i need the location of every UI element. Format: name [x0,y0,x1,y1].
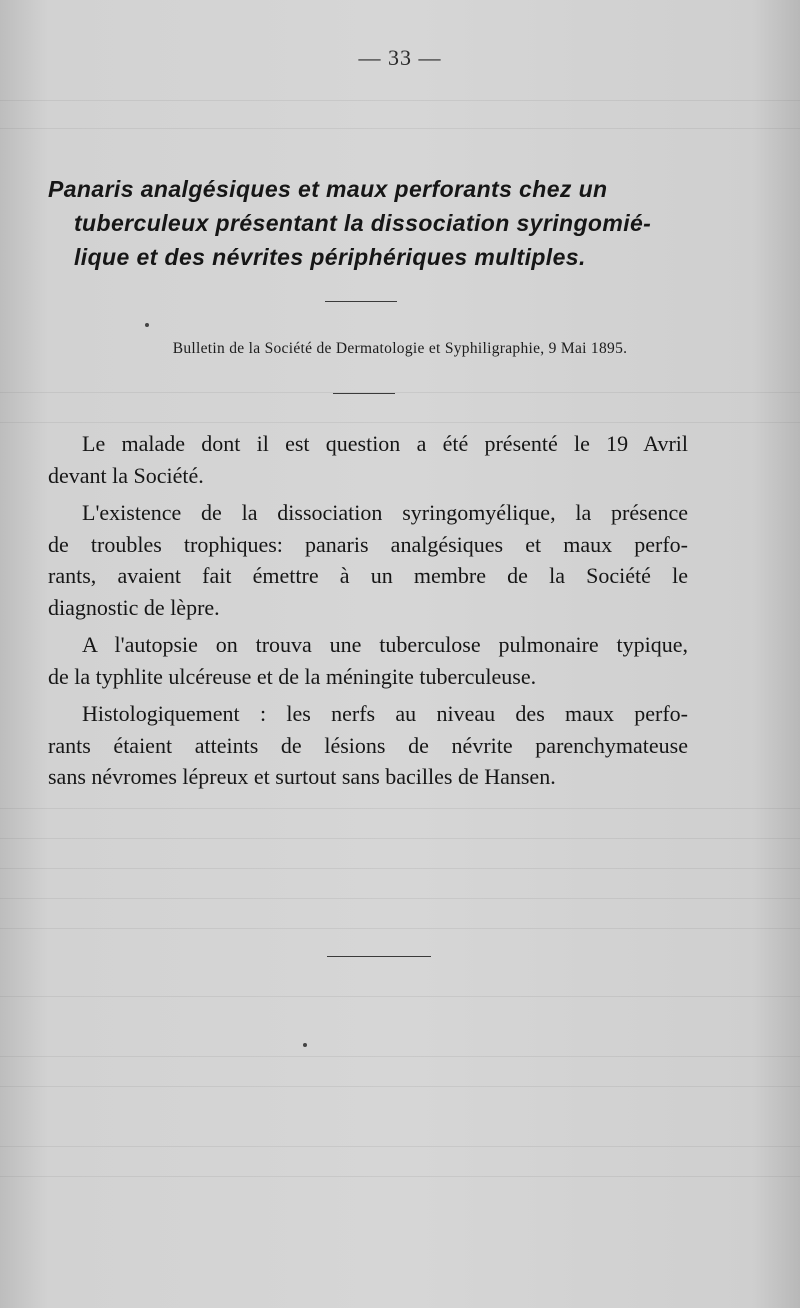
title-line: Panaris analgésiques et maux perforants chez un [48,176,608,202]
show-through-line [0,1086,800,1087]
body-line: diagnostic de lèpre. [48,594,220,620]
ink-speck [303,1043,307,1047]
paragraph [48,497,688,623]
source-divider [333,393,395,394]
title-line: tuberculeux présentant la dissociation syringomié- [74,210,652,236]
body-line: L'existence de la dissociation syringomyélique, la présence [82,500,688,525]
show-through-line [0,128,800,129]
article-body [48,428,688,799]
show-through-line [0,1176,800,1177]
page-number: — 33 — [358,45,442,70]
body-line: de la typhlite ulcéreuse et de la méningite tuberculeuse. [48,663,537,689]
show-through-line [0,838,800,839]
body-line: A l'autopsie on trouva une tuberculose pulmonaire typique, [82,632,688,657]
body-line: rants étaient atteints de lésions de névrite parenchymateuse [48,732,688,758]
show-through-line [0,392,800,393]
show-through-line [0,100,800,101]
body-line: sans névromes lépreux et surtout sans bacilles de Hansen. [48,764,556,789]
show-through-line [0,996,800,997]
show-through-line [0,808,800,809]
body-line: rants, avaient fait émettre à un membre de la Société le [48,563,688,588]
show-through-line [0,1056,800,1057]
paragraph [48,698,688,793]
paragraph [48,428,688,491]
show-through-line [0,868,800,869]
show-through-line [0,422,800,423]
body-line: de troubles trophiques: panaris analgésiques et maux perfo- [48,531,688,557]
body-line: devant la Société. [48,462,204,488]
ink-speck [145,323,149,327]
body-line: Le malade dont il est question a été présenté le 19 Avril [82,431,688,456]
source-citation: Bulletin de la Société de Dermatologie et Syphiligraphie, 9 Mai 1895. [172,340,628,357]
end-divider [327,956,431,957]
body-line: Histologiquement : les nerfs au niveau des maux perfo- [82,701,688,726]
title-line: lique et des névrites périphériques multiples. [74,244,586,270]
show-through-line [0,898,800,899]
paragraph [48,629,688,692]
title-divider [325,301,397,302]
show-through-line [0,1146,800,1147]
show-through-line [0,928,800,929]
article-title [48,172,688,274]
